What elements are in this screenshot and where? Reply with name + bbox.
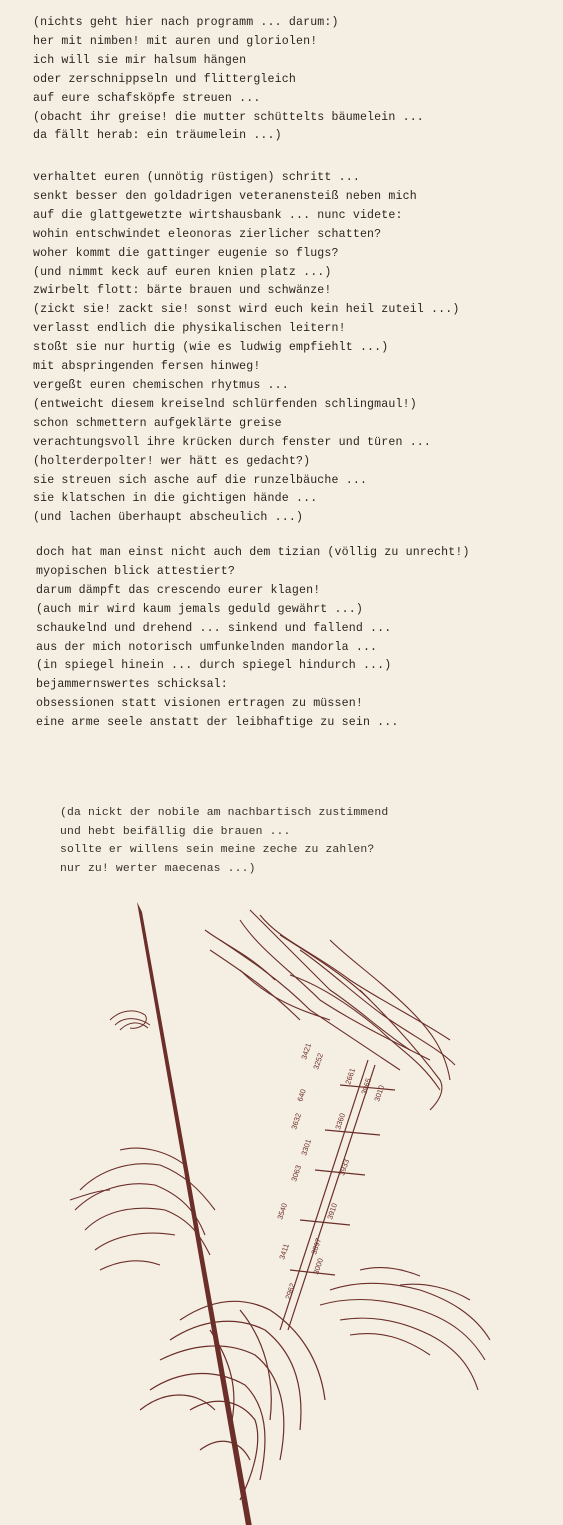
right-hair-cloud [320, 1268, 490, 1390]
map-number: 3421 [299, 1041, 314, 1061]
verse-line: schon schmettern aufgeklärte greise [33, 416, 282, 430]
verse-line: myopischen blick attestiert? [36, 564, 236, 578]
spike-stroke [137, 902, 272, 1525]
verse-line: vergeßt euren chemischen rhytmus ... [33, 378, 289, 392]
map-number: 2661 [343, 1066, 358, 1086]
verse-line: auf die glattgewetzte wirtshausbank ... nunc videte: [33, 208, 403, 222]
verse-line: verachtungsvoll ihre krücken durch fenster und türen ... [33, 435, 432, 449]
verse-line: auf eure schafsköpfe streuen ... [33, 91, 261, 105]
map-number: 3910 [325, 1201, 340, 1221]
verse-line: stoßt sie nur hurtig (wie es ludwig empfiehlt ...) [33, 341, 389, 355]
verse-line: (nichts geht hier nach programm ... darum:) [33, 16, 339, 29]
ink-illustration [0, 890, 563, 1525]
verse-line: bejammernswertes schicksal: [36, 678, 228, 692]
verse-line: woher kommt die gattinger eugenie so flugs? [33, 246, 339, 260]
stanza-1 [33, 14, 424, 146]
verse-line: sie klatschen in die gichtigen hände ... [33, 492, 318, 506]
verse-line: eine arme seele anstatt der leibhaftige zu sein ... [36, 716, 399, 730]
verse-line: nur zu! werter maecenas ...) [60, 862, 256, 875]
verse-line: (zickt sie! zackt sie! sonst wird euch kein heil zuteil ...) [33, 303, 460, 317]
verse-line: sollte er willens sein meine zeche zu zahlen? [60, 844, 375, 857]
map-number: 3000 [311, 1256, 326, 1276]
verse-line: obsessionen statt visionen ertragen zu müssen! [36, 697, 363, 711]
verse-line: (in spiegel hinein ... durch spiegel hindurch ...) [36, 659, 392, 673]
verse-line: (entweicht diesem kreiselnd schlürfenden schlingmaul!) [33, 397, 417, 411]
stanza-3 [36, 544, 470, 733]
map-number: 3897 [309, 1236, 324, 1256]
map-number: 3010 [372, 1083, 387, 1103]
map-number: 3540 [275, 1201, 290, 1221]
verse-line: aus der mich notorisch umfunkelnden mandorla ... [36, 640, 378, 654]
verse-line: verlasst endlich die physikalischen leitern! [33, 322, 346, 336]
map-number: 3632 [289, 1111, 304, 1131]
verse-line: (und nimmt keck auf euren knien platz ...) [33, 265, 332, 279]
verse-line: mit abspringenden fersen hinweg! [33, 360, 261, 374]
map-number: 3411 [277, 1242, 291, 1261]
verse-line: (und lachen überhaupt abscheulich ...) [33, 511, 304, 525]
verse-line: (obacht ihr greise! die mutter schüttelts bäumelein ... [33, 110, 424, 124]
map-number: 3301 [299, 1137, 314, 1157]
verse-line: ich will sie mir halsum hängen [33, 53, 247, 67]
small-tuft [110, 1011, 150, 1030]
lower-root-mass [140, 1301, 325, 1500]
verse-line: und hebt beifällig die brauen ... [60, 825, 291, 838]
verse-line: verhaltet euren (unnötig rüstigen) schritt ... [33, 171, 360, 184]
stanza-4 [60, 804, 388, 878]
map-number: 3360 [333, 1111, 348, 1131]
upper-hair-tuft [205, 910, 455, 1110]
map-number: 3063 [289, 1163, 304, 1183]
map-number: 640 [295, 1087, 308, 1103]
verse-line: senkt besser den goldadrigen veteranensteiß neben mich [33, 189, 417, 203]
verse-line: oder zerschnippseln und flittergleich [33, 72, 296, 86]
verse-line: her mit nimben! mit auren und gloriolen! [33, 34, 318, 48]
map-number: 3965 [359, 1076, 374, 1096]
stanza-2 [33, 169, 459, 528]
map-number: 3252 [311, 1051, 326, 1071]
verse-line: darum dämpft das crescendo eurer klagen! [36, 583, 321, 597]
verse-line: sie streuen sich asche auf die runzelbäuche ... [33, 473, 368, 487]
verse-line: zwirbelt flott: bärte brauen und schwänze! [33, 284, 332, 298]
verse-line: da fällt herab: ein träumelein ...) [33, 129, 282, 143]
map-number: 2962 [283, 1281, 298, 1301]
verse-line: schaukelnd und drehend ... sinkend und fallend ... [36, 621, 392, 635]
verse-line: (auch mir wird kaum jemals geduld gewährt ...) [36, 602, 363, 616]
verse-line: (da nickt der nobile am nachbartisch zustimmend [60, 807, 389, 819]
map-number: 3933 [337, 1157, 352, 1177]
verse-line: wohin entschwindet eleonoras zierlicher schatten? [33, 227, 382, 241]
verse-line: doch hat man einst nicht auch dem tizian (völlig zu unrecht!) [36, 546, 470, 559]
verse-line: (holterderpolter! wer hätt es gedacht?) [33, 454, 311, 468]
